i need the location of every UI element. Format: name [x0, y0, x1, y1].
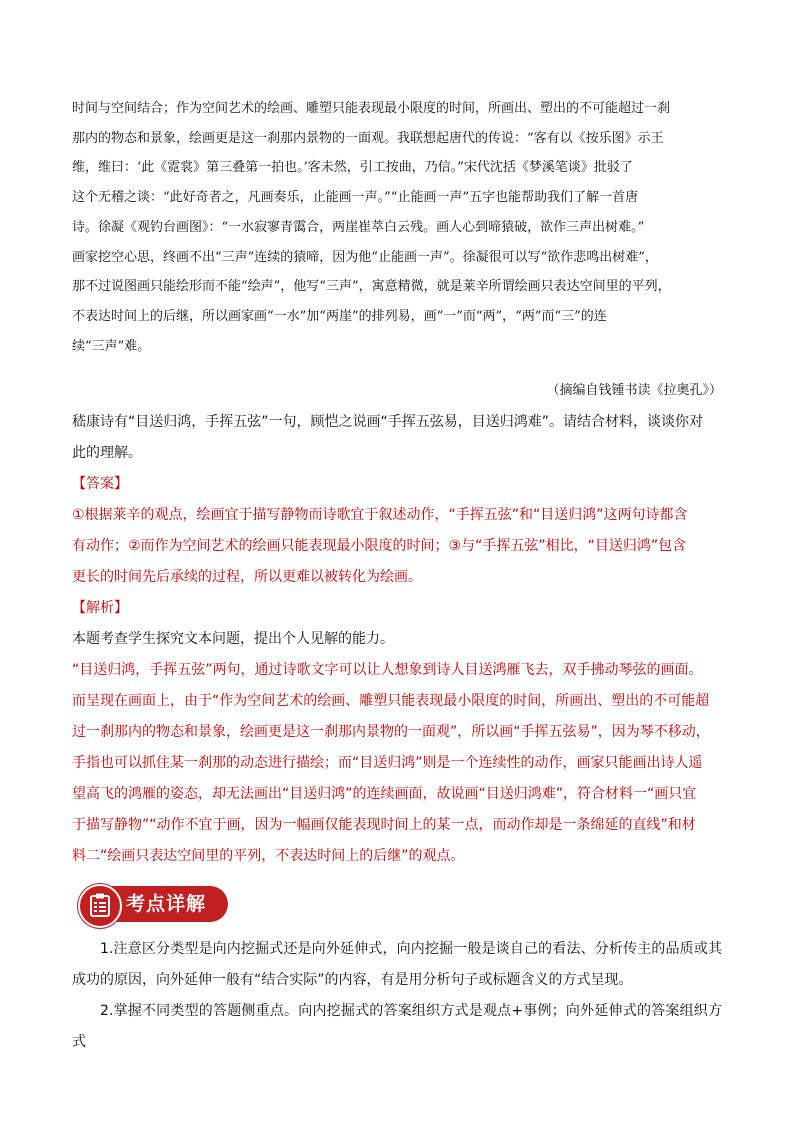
answer-body: [72, 500, 722, 593]
analysis-heading: 【解析】: [72, 600, 128, 616]
detail-item: 2.掌握不同类型的答题侧重点。向内挖掘式的答案组织方式是观点+事例；向外延伸式的答案组织方式: [72, 1003, 722, 1050]
passage-line: 那内的物态和景象，绘画更是这一刹那内景物的一面观。我联想起唐代的传说：“客有以《按乐图》示王: [72, 130, 664, 146]
analysis-line: 过一刹那内的物态和景象，绘画更是这一刹那内景物的一面观”，所以画“手挥五弦易”，因为琴不移动，: [72, 724, 710, 740]
passage-line: 不表达时间上的后继，所以画家画“一水”加“两崖”的排列易，画“一”而“两”，“两”而“三”的连: [72, 308, 607, 324]
detail-list: [72, 934, 722, 1058]
reading-passage: [72, 94, 722, 361]
passage-line: 诗。徐凝《观钓台画图》：“一水寂寥青霭合，两崖崔萃白云残。画人心到啼猿破，欲作三声出树难。”: [72, 219, 645, 235]
section-badge: [78, 884, 236, 924]
passage-line: 画家挖空心思，终画不出“三声”连续的猿啼，因为他“止能画一声”。徐凝很可以写“欲作悲鸣出树难”，: [72, 249, 658, 265]
analysis-line: 而呈现在画面上，由于“作为空间艺术的绘画、雕塑只能表现最小限度的时间，所画出、塑出的不可能超: [72, 693, 710, 709]
analysis-line: 料二“绘画只表达空间里的平列，不表达时间上的后继”的观点。: [72, 848, 465, 864]
analysis-body: [72, 624, 722, 872]
analysis-line: 手指也可以抓住某一刹那的动态进行描绘；而“目送归鸿”则是一个连续性的动作，画家只能画出诗人遥: [72, 755, 703, 771]
analysis-line: 望高飞的鸿雁的姿态，却无法画出“目送归鸿”的连续画面，故说画“目送归鸿难”，符合材料一“画只宜: [72, 786, 697, 802]
passage-line: 续“三声”难。: [72, 338, 151, 354]
passage-line: 那不过说图画只能绘形而不能“绘声”，他写“三声”，寓意精微，就是莱辛所谓绘画只表达空间里的平列，: [72, 279, 671, 295]
detail-item: 1.注意区分类型是向内挖掘式还是向外延伸式，向内挖掘一般是谈自己的看法、分析传主的品质或其成功的原因，向外延伸一般有“结合实际”的内容，有是用分析句子或标题含义的方式呈现。: [72, 941, 722, 988]
analysis-line: 本题考查学生探究文本问题，提出个人见解的能力。: [72, 631, 394, 647]
passage-line: 时间与空间结合；作为空间艺术的绘画、雕塑只能表现最小限度的时间，所画出、塑出的不可能超过一刹: [72, 101, 671, 116]
passage-source: （摘编自钱锺书读《拉奥孔》）: [546, 383, 722, 398]
section-title: 考点详解: [126, 893, 207, 915]
question-line: 此的理解。: [72, 445, 142, 461]
passage-line: 维，维曰：‘此《霓裳》第三叠第一拍也。’客未然，引工按曲，乃信。”宋代沈括《梦溪笔谈》批驳了: [72, 160, 633, 176]
analysis-line: “目送归鸿，手挥五弦”两句，通过诗歌文字可以让人想象到诗人目送鸿雁飞去，双手拂动琴弦的画面。: [72, 662, 703, 678]
answer-line: ①根据莱辛的观点，绘画宜于描写静物而诗歌宜于叙述动作，“手挥五弦”和“目送归鸿”这两句诗都含: [72, 507, 688, 523]
analysis-line: 于描写静物”“动作不宜于画，因为一幅画仅能表现时间上的某一点，而动作却是一条绵延的直线”和材: [72, 817, 696, 833]
question-line: 嵇康诗有“目送归鸿，手挥五弦”一句，顾恺之说画“手挥五弦易，目送归鸿难”。请结合材料，谈谈你对: [72, 414, 704, 430]
answer-line: 更长的时间先后承续的过程，所以更难以被转化为绘画。: [72, 569, 422, 585]
clipboard-icon: [78, 884, 122, 928]
question: [72, 407, 722, 469]
answer-heading: 【答案】: [72, 476, 128, 492]
passage-line: 这个无稽之谈：“此好奇者之，凡画奏乐，止能画一声。”“止能画一声”五字也能帮助我们了解一首唐: [72, 190, 639, 206]
answer-line: 有动作；②而作为空间艺术的绘画只能表现最小限度的时间；③与“手挥五弦”相比，“目送归鸿”包含: [72, 538, 687, 554]
